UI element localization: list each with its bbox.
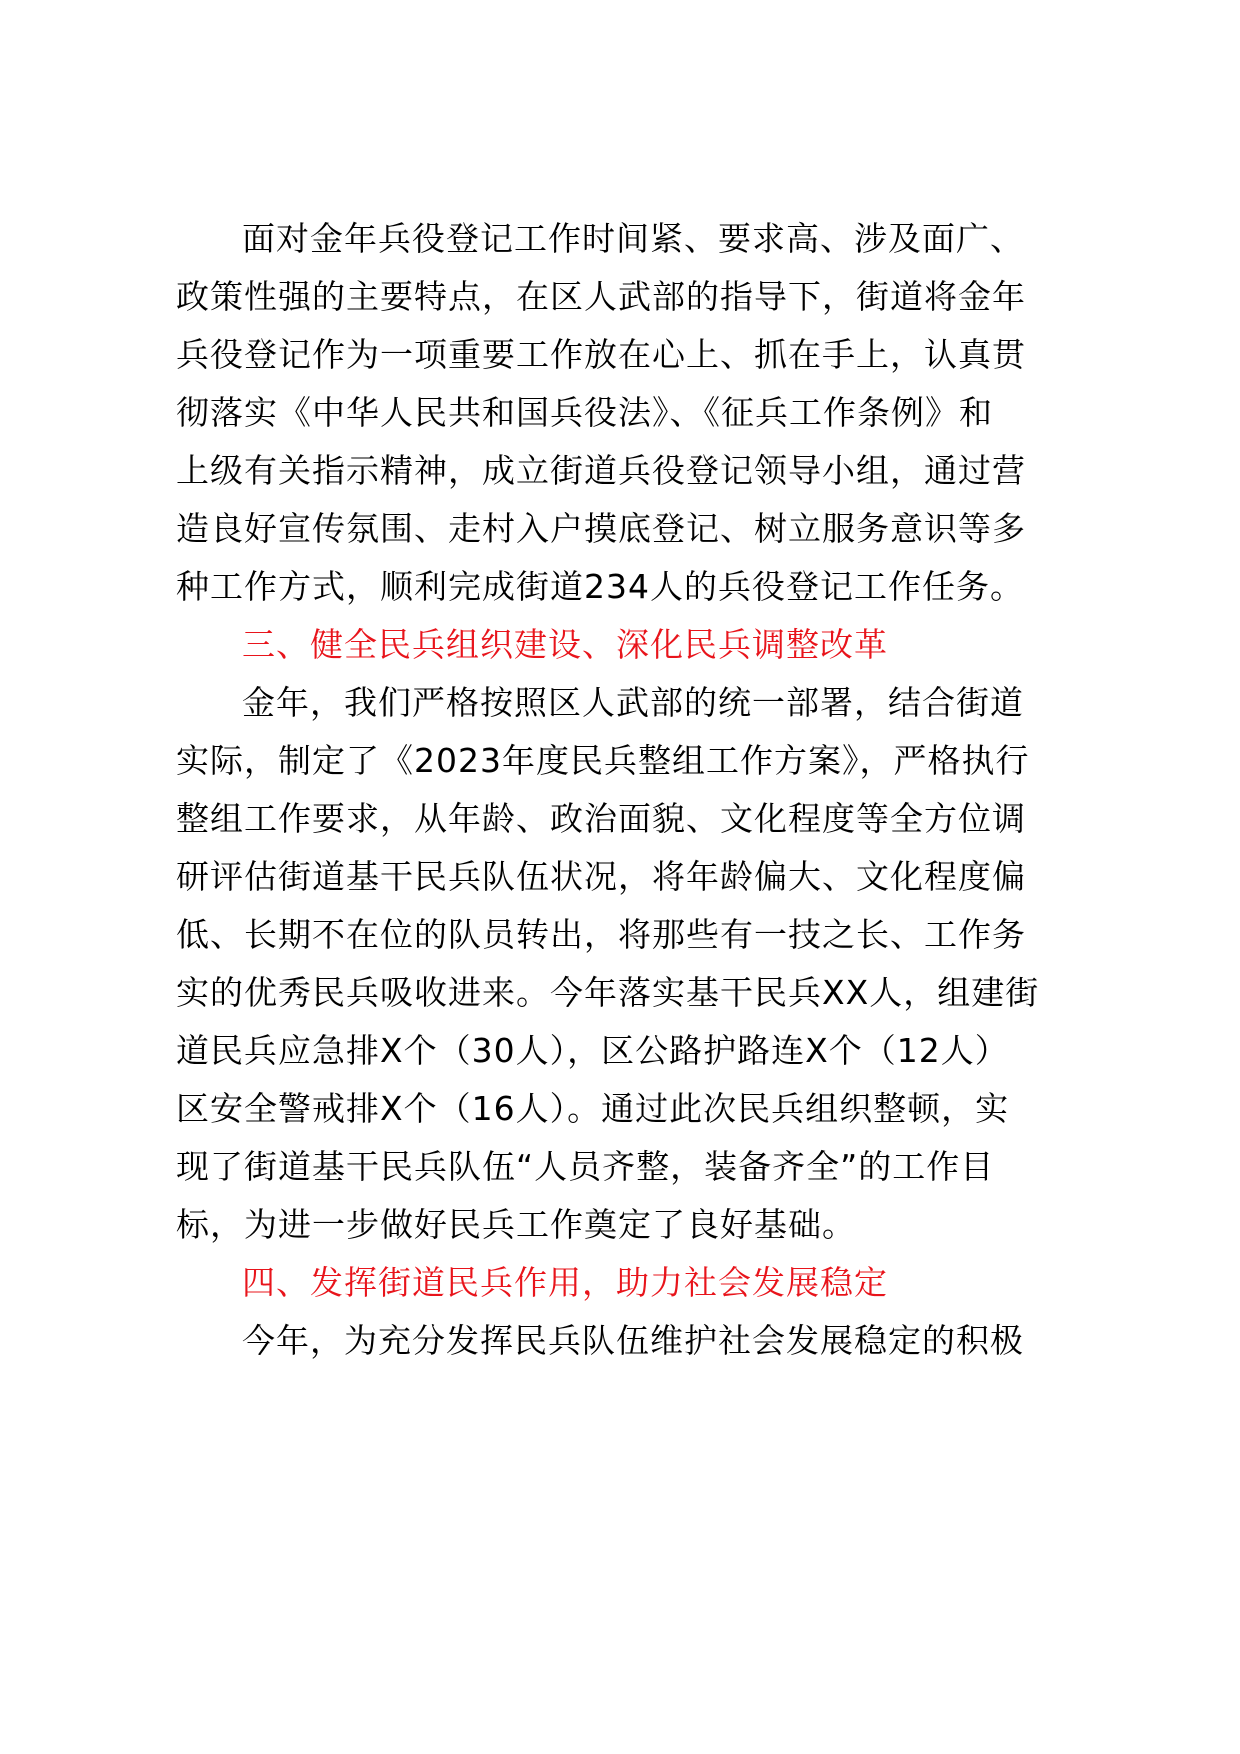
paragraph-line: 标，为进一步做好民兵工作奠定了良好基础。 — [176, 1205, 856, 1244]
paragraph-line: 面对金年兵役登记工作时间紧、要求高、涉及面广、 — [242, 219, 1024, 258]
paragraph-line: 实的优秀民兵吸收进来。今年落实基干民兵XX人，组建街 — [176, 973, 1040, 1012]
section-heading-4: 四、发挥街道民兵作用，助力社会发展稳定 — [242, 1263, 888, 1302]
paragraph-line: 低、长期不在位的队员转出，将那些有一技之长、工作务 — [176, 915, 1026, 954]
paragraph-line: 彻落实《中华人民共和国兵役法》、《征兵工作条例》和 — [176, 393, 993, 432]
paragraph-line: 上级有关指示精神，成立街道兵役登记领导小组，通过营 — [176, 451, 1026, 490]
paragraph-line: 道民兵应急排X个（30人），区公路护路连X个（12人） — [176, 1031, 1009, 1070]
paragraph-line: 种工作方式，顺利完成街道234人的兵役登记工作任务。 — [176, 567, 1024, 606]
paragraph-line: 现了街道基干民兵队伍“人员齐整，装备齐全”的工作目 — [176, 1147, 995, 1186]
paragraph-line: 研评估街道基干民兵队伍状况，将年龄偏大、文化程度偏 — [176, 857, 1026, 896]
paragraph-line: 兵役登记作为一项重要工作放在心上、抓在手上，认真贯 — [176, 335, 1026, 374]
paragraph-line: 整组工作要求，从年龄、政治面貌、文化程度等全方位调 — [176, 799, 1026, 838]
paragraph-line: 造良好宣传氛围、走村入户摸底登记、树立服务意识等多 — [176, 509, 1026, 548]
paragraph-line: 政策性强的主要特点，在区人武部的指导下，街道将金年 — [176, 277, 1026, 316]
paragraph-line: 今年，为充分发挥民兵队伍维护社会发展稳定的积极 — [242, 1321, 1024, 1360]
paragraph-line: 实际，制定了《2023年度民兵整组工作方案》，严格执行 — [176, 741, 1030, 780]
section-heading-3: 三、健全民兵组织建设、深化民兵调整改革 — [242, 625, 888, 664]
paragraph-line: 金年，我们严格按照区人武部的统一部署，结合街道 — [242, 683, 1024, 722]
paragraph-line: 区安全警戒排X个（16人）。通过此次民兵组织整顿，实 — [176, 1089, 1010, 1128]
